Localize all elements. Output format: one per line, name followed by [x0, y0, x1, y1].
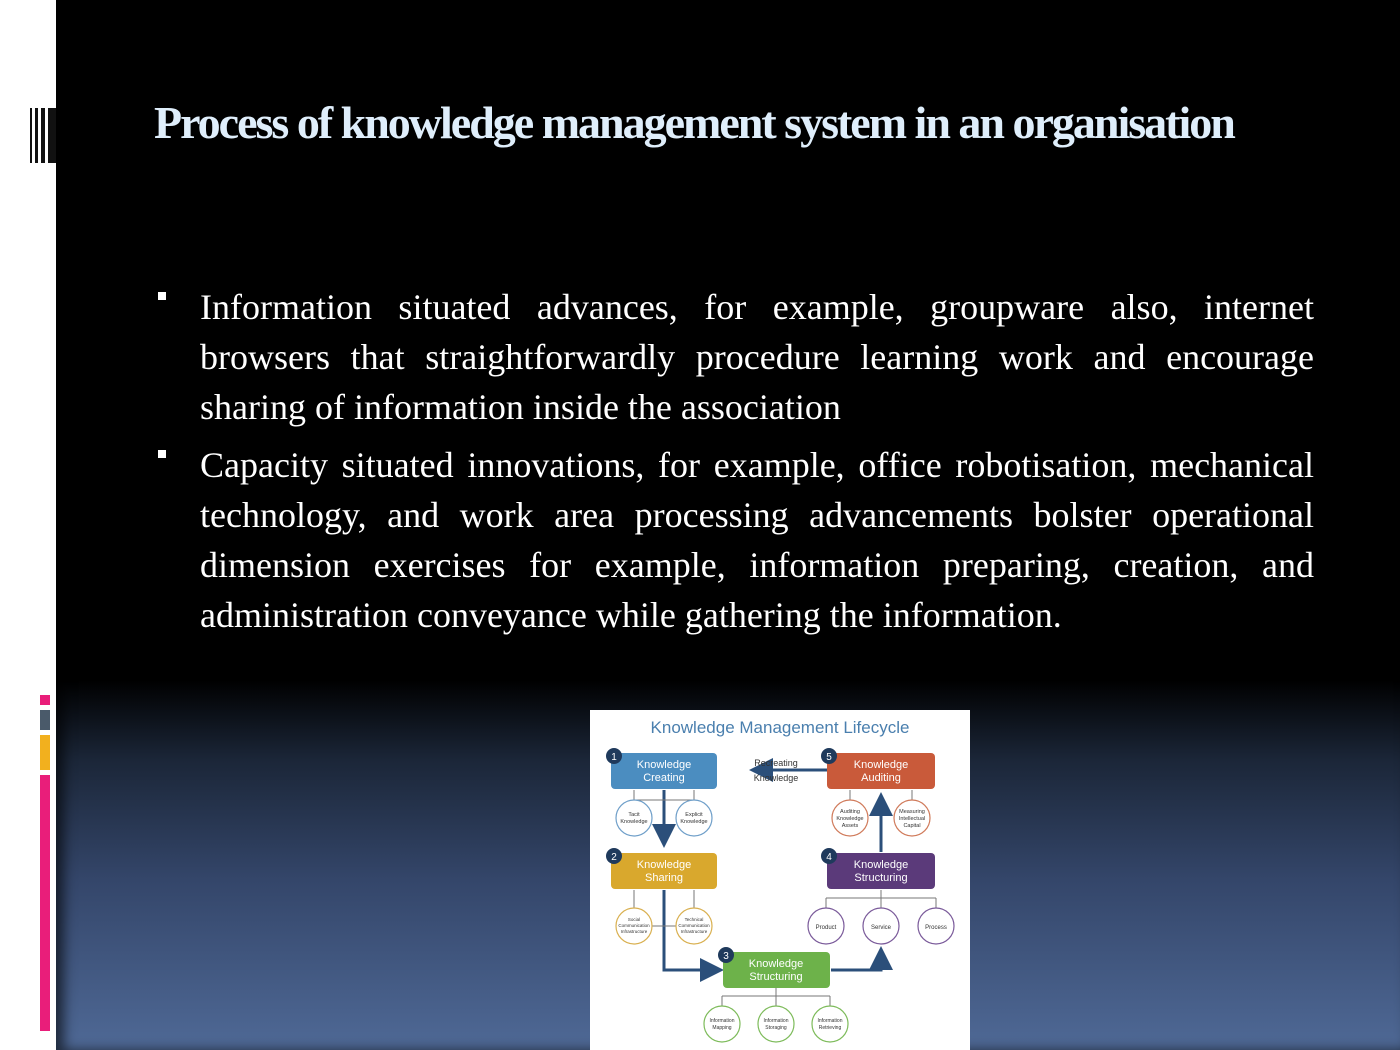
- stage-5-number: 5: [826, 752, 832, 763]
- stage-3-label: Knowledge: [748, 958, 804, 970]
- stage-1-number: 1: [611, 752, 617, 763]
- circle-tacit-line2: Knowledge: [620, 819, 648, 825]
- circle-mapping-line2: Mapping: [712, 1025, 732, 1031]
- circle-product-label: Product: [815, 925, 837, 931]
- decorative-lines: [30, 108, 56, 163]
- circle-explicit-line2: Knowledge: [680, 819, 708, 825]
- recreating-label: Recreating: [754, 758, 798, 768]
- bullet-square-icon: [158, 450, 166, 458]
- circle-tacit-line1: Tacit: [628, 812, 640, 818]
- circle-mapping-line1: Information: [709, 1018, 735, 1024]
- circle-auditing-line2: Knowledge: [836, 816, 864, 822]
- circle-measuring-line1: Measuring: [899, 809, 925, 815]
- bullet-text: Capacity situated innovations, for example, office robotisation, mechanical technology, and work area processing advancements bolster operational dimension exercises for example, information preparing, creation, and administration conveyance while gathering the information.: [200, 445, 1314, 635]
- stage-4-sublabel: Structuring: [854, 872, 908, 884]
- circle-social-line3: Infrastructure: [620, 929, 648, 934]
- circle-info-storaging: [758, 1006, 794, 1042]
- circle-info-mapping: [704, 1006, 740, 1042]
- stage-2-sublabel: Sharing: [645, 872, 683, 884]
- circle-measuring-line2: Intellectual: [898, 816, 926, 822]
- circle-technical-line1: Technical: [684, 917, 704, 922]
- bullet-item: [154, 282, 1314, 432]
- circle-technical-line3: Infrastructure: [680, 929, 708, 934]
- connector-structuring-4: [826, 890, 936, 908]
- stage-1-sublabel: Creating: [643, 772, 685, 784]
- circle-tacit: [616, 800, 652, 836]
- stage-3-sublabel: Structuring: [749, 971, 803, 983]
- accent-bar-1: [40, 695, 50, 705]
- connector-structuring-3: [722, 988, 830, 1006]
- stage-3-number: 3: [723, 951, 729, 962]
- bullet-square-icon: [158, 292, 166, 300]
- circle-retrieving-line2: Retrieving: [818, 1025, 842, 1031]
- circle-auditing-line3: Assets: [841, 823, 859, 829]
- stage-5-label: Knowledge: [853, 759, 909, 771]
- circle-auditing-line1: Auditing: [840, 809, 860, 815]
- circle-social-line1: Social: [627, 917, 641, 922]
- knowledge-label: Knowledge: [753, 773, 799, 783]
- stage-5-sublabel: Auditing: [861, 772, 901, 784]
- accent-bar-4: [40, 775, 50, 1031]
- left-margin-strip: [0, 0, 56, 1050]
- circle-measuring-line3: Capital: [903, 823, 921, 829]
- accent-bar-3: [40, 735, 50, 770]
- diagram-svg: [590, 710, 970, 1050]
- accent-bar-2: [40, 710, 50, 730]
- slide-title: Process of knowledge management system in an organisation: [154, 97, 1234, 148]
- stage-2-label: Knowledge: [636, 859, 692, 871]
- bullet-item: [154, 440, 1314, 640]
- circle-storaging-line2: Storaging: [765, 1025, 787, 1031]
- arrow-3-to-4: [831, 952, 881, 970]
- circle-service-label: Service: [870, 925, 892, 931]
- circle-storaging-line1: Information: [763, 1018, 789, 1024]
- circle-info-retrieving: [812, 1006, 848, 1042]
- circle-technical-line2: Communication: [678, 923, 710, 928]
- stage-1-label: Knowledge: [636, 759, 692, 771]
- circle-explicit-line1: Explicit: [685, 812, 703, 818]
- diagram-title: Knowledge Management Lifecycle: [650, 718, 910, 737]
- bullet-list: [154, 282, 1314, 648]
- stage-2-number: 2: [611, 852, 617, 863]
- circle-explicit: [676, 800, 712, 836]
- circle-social-line2: Communication: [618, 923, 650, 928]
- circle-retrieving-line1: Information: [817, 1018, 843, 1024]
- circle-process-label: Process: [925, 925, 947, 931]
- stage-4-number: 4: [826, 852, 832, 863]
- stage-4-label: Knowledge: [853, 859, 909, 871]
- knowledge-lifecycle-diagram: [590, 710, 970, 1050]
- bullet-text: Information situated advances, for example, groupware also, internet browsers that straightforwardly procedure learning work and encourage sharing of information inside the association: [200, 287, 1314, 427]
